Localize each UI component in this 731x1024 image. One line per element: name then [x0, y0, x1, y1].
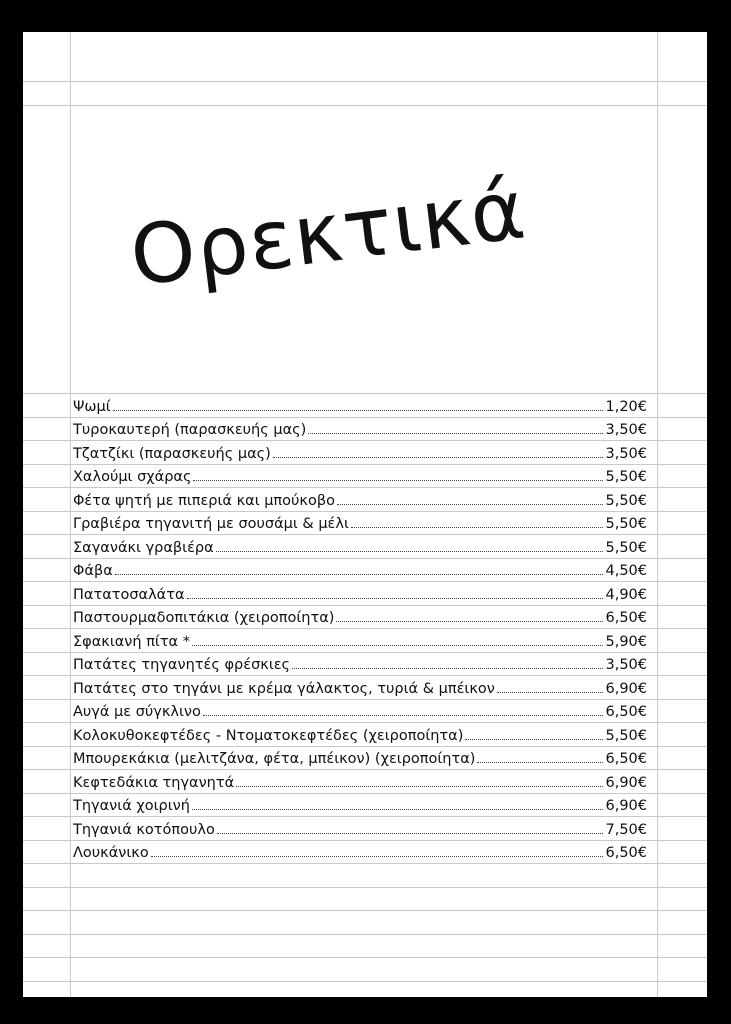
item-price: 5,90€ [605, 633, 647, 650]
dot-leader [477, 762, 603, 763]
dot-leader [113, 410, 604, 411]
item-name: Σφακιανή πίτα * [73, 633, 190, 650]
menu-item [73, 605, 647, 629]
dot-leader [187, 598, 604, 599]
dot-leader [308, 433, 603, 434]
menu-item [73, 581, 647, 605]
menu-item [73, 769, 647, 793]
item-name: Κολοκυθοκεφτέδες - Ντοματοκεφτέδες (χειροποίητα) [73, 727, 464, 744]
item-price: 4,90€ [605, 586, 647, 603]
item-name: Κεφτεδάκια τηγανητά [73, 774, 235, 791]
menu-item [73, 487, 647, 511]
menu-item [73, 440, 647, 464]
dot-leader [336, 621, 603, 622]
ruled-line [23, 887, 707, 888]
ruled-line [23, 934, 707, 935]
item-price: 3,50€ [605, 422, 647, 438]
item-price: 5,50€ [605, 492, 647, 509]
dot-leader [192, 645, 604, 646]
item-name: Τηγανιά χοιρινή [73, 798, 190, 814]
menu-item [73, 558, 647, 582]
item-price: 6,90€ [605, 774, 647, 791]
menu-item [73, 699, 647, 723]
item-name: Χαλούμι σχάρας [73, 469, 192, 485]
item-price: 6,50€ [605, 704, 647, 720]
item-price: 6,50€ [605, 751, 647, 767]
item-name: Παστουρμαδοπιτάκια (χειροποίητα) [73, 610, 335, 626]
item-price: 5,50€ [605, 539, 647, 556]
ruled-line [23, 910, 707, 911]
dot-leader [203, 715, 604, 716]
item-name: Αυγά με σύγκλινο [73, 704, 201, 720]
menu-page [23, 32, 707, 997]
ruled-line [23, 981, 707, 982]
item-name: Λουκάνικο [73, 845, 149, 861]
dot-leader [193, 480, 603, 481]
item-price: 4,50€ [605, 563, 647, 579]
ruled-line [23, 863, 707, 864]
item-name: Μπουρεκάκια (μελιτζάνα, φέτα, μπέικον) (χειροποίητα) [73, 751, 476, 767]
item-name: Τζατζίκι (παρασκευής μας) [73, 445, 271, 462]
menu-item [73, 511, 647, 535]
dot-leader [497, 692, 604, 693]
menu-item [73, 628, 647, 652]
item-price: 6,50€ [605, 610, 647, 626]
menu-item [73, 393, 647, 417]
dot-leader [236, 786, 603, 787]
menu-item [73, 417, 647, 441]
item-name: Πατάτες στο τηγάνι με κρέμα γάλακτος, τυριά & μπέικον [73, 680, 495, 697]
item-name: Τηγανιά κοτόπουλο [73, 821, 215, 838]
item-price: 7,50€ [605, 821, 647, 838]
item-price: 5,50€ [605, 516, 647, 532]
dot-leader [115, 574, 604, 575]
menu-item [73, 840, 647, 864]
dot-leader [192, 809, 604, 810]
dot-leader [273, 457, 604, 458]
item-name: Φέτα ψητή με πιπεριά και μπούκοβο [73, 492, 335, 509]
menu-list [73, 393, 647, 863]
item-price: 5,50€ [605, 727, 647, 744]
item-name: Τυροκαυτερή (παρασκευής μας) [73, 422, 307, 438]
ruled-line [23, 81, 707, 82]
item-price: 5,50€ [605, 469, 647, 485]
item-price: 3,50€ [605, 657, 647, 673]
item-name: Πατατοσαλάτα [73, 586, 185, 603]
item-name: Πατάτες τηγανητές φρέσκιες [73, 657, 291, 673]
dot-leader [465, 739, 603, 740]
dot-leader [337, 504, 604, 505]
dot-leader [292, 668, 603, 669]
ruled-line [23, 957, 707, 958]
item-price: 6,90€ [605, 798, 647, 814]
menu-item [73, 793, 647, 817]
menu-title: Ορεκτικά [125, 162, 531, 305]
menu-item [73, 652, 647, 676]
dot-leader [217, 833, 604, 834]
menu-item [73, 534, 647, 558]
right-margin-line [657, 32, 658, 997]
item-price: 1,20€ [605, 398, 647, 415]
dot-leader [216, 551, 604, 552]
item-price: 3,50€ [605, 445, 647, 462]
item-name: Σαγανάκι γραβιέρα [73, 539, 214, 556]
menu-item [73, 746, 647, 770]
menu-item [73, 722, 647, 746]
item-price: 6,50€ [605, 845, 647, 861]
menu-item [73, 675, 647, 699]
menu-item [73, 464, 647, 488]
dot-leader [151, 856, 604, 857]
item-price: 6,90€ [605, 680, 647, 697]
dot-leader [351, 527, 604, 528]
left-margin-line [70, 32, 71, 997]
item-name: Ψωμί [73, 398, 111, 415]
item-name: Γραβιέρα τηγανιτή με σουσάμι & μέλι [73, 516, 349, 532]
ruled-line [23, 105, 707, 106]
menu-item [73, 816, 647, 840]
item-name: Φάβα [73, 563, 113, 579]
